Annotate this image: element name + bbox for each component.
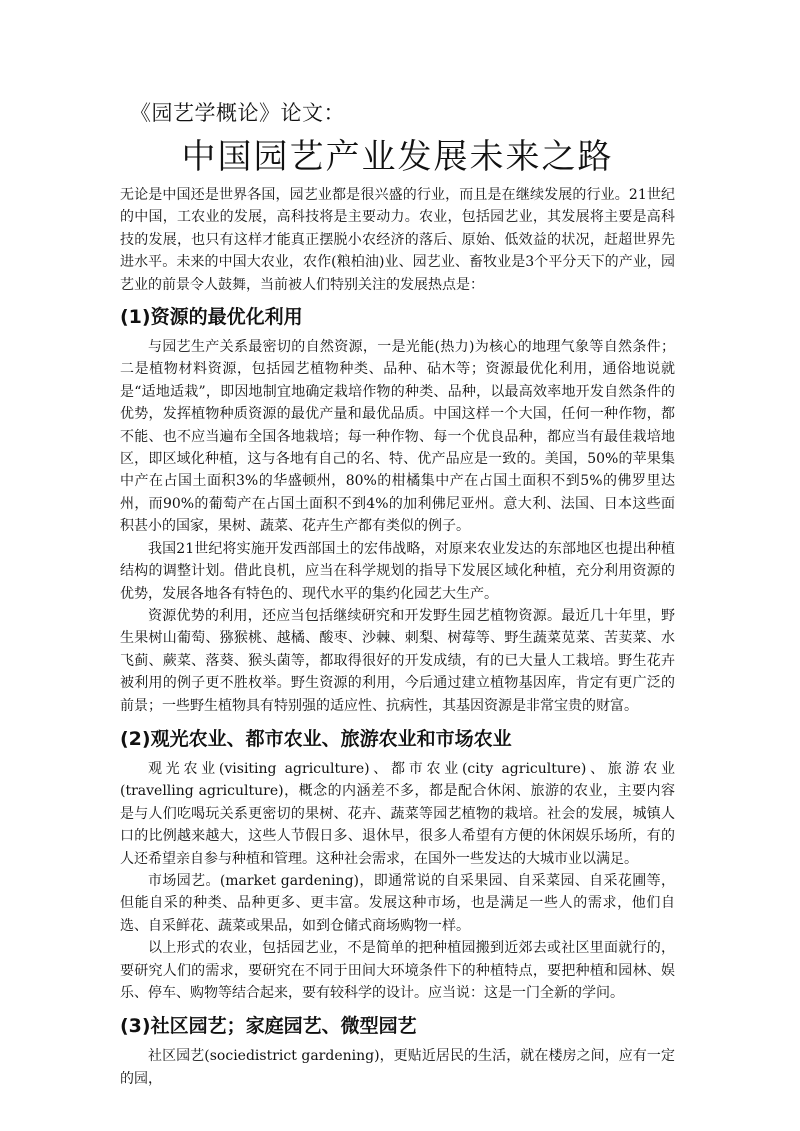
section-sightseeing-agriculture <box>120 726 675 1004</box>
body-paragraph: 我国21世纪将实施开发西部国土的宏伟战略，对原来农业发达的东部地区也提出种植结构的调整计划。借此良机，应当在科学规划的指导下发展区域化种植，充分利用资源的优势，发展各地各有特色的、现代水平的集约化园艺大生产。 <box>120 540 675 602</box>
body-paragraph: 与园艺生产关系最密切的自然资源，一是光能(热力)为核心的地理气象等自然条件；二是植物材料资源，包括园艺植物种类、品种、砧木等；资源最优化利用，通俗地说就是“适地适栽”，即因地制宜地确定栽培作物的种类、品种，以最高效率地开发自然条件的优势，发挥植物种质资源的最优产量和最优品质。中国这样一个大国，任何一种作物，都不能、也不应当遍布全国各地栽培；每一种作物、每一个优良品种，都应当有最佳栽培地区，即区域化种植，这与各地有自己的名、特、优产品应是一致的。美国，50%的苹果集中产在占国土面积3%的华盛顿州，80%的柑橘集中产在占国土面积不到5%的佛罗里达州，而90%的葡萄产在占国土面积不到4%的加利佛尼亚州。意大利、法国、日本这些面积甚小的国家，果树、蔬菜、花卉生产都有类似的例子。 <box>120 339 675 535</box>
document-title: 中国园艺产业发展未来之路 <box>181 137 614 177</box>
body-paragraph: 观光农业(visiting agriculture)、都市农业(city agriculture)、旅游农业(travelling agriculture)，概念的内涵差不多，都是配合休闲、旅游的农业，主要内容是与人们吃喝玩关系更密切的果树、花卉、蔬菜等园艺植物的栽培。社会的发展，城镇人口的比例越来越大，这些人节假日多、退休早，很多人希望有方便的休闲娱乐场所，有的人还希望亲自参与种植和管理。这种社会需求，在国外一些发达的大城市业以满足。 <box>120 760 675 867</box>
body-paragraph: 资源优势的利用，还应当包括继续研究和开发野生园艺植物资源。最近几十年里，野生果树山葡萄、猕猴桃、越橘、酸枣、沙棘、刺梨、树莓等、野生蔬菜苋菜、苦荬菜、水飞蓟、蕨菜、落葵、猴头菌等，都取得很好的开发成绩，有的已大量人工栽培。野生花卉被利用的例子更不胜枚举。野生资源的利用，今后通过建立植物基因库，肯定有更广泛的前景；一些野生植物具有特别强的适应性、抗病性，其基因资源是非常宝贵的财富。 <box>120 607 675 714</box>
section-community-gardening <box>120 1013 675 1090</box>
body-paragraph: 以上形式的农业，包括园艺业，不是简单的把种植园搬到近郊去或社区里面就行的，要研究人们的需求，要研究在不同于田间大环境条件下的种植特点，要把种植和园林、娱乐、停车、购物等结合起来，要有较科学的设计。应当说：这是一门全新的学问。 <box>120 940 675 1001</box>
body-paragraph: 社区园艺(sociedistrict gardening)，更贴近居民的生活，就在楼房之间，应有一定的园， <box>120 1048 675 1087</box>
section-resource-optimization <box>120 304 675 717</box>
section-heading: (3)社区园艺；家庭园艺、微型园艺 <box>120 1015 417 1038</box>
intro-paragraph: 无论是中国还是世界各国，园艺业都是很兴盛的行业，而且是在继续发展的行业。21世纪的中国，工农业的发展，高科技将是主要动力。农业，包括园艺业，其发展将主要是高科技的发展，也只有这样才能真正摆脱小农经济的落后、原始、低效益的状况，赶超世界先进水平。未来的中国大农业，农作(粮柏油)业、园艺业、畜牧业是3个平分天下的产业，园艺业的前景令人鼓舞，当前被人们特别关注的发展热点是： <box>120 187 675 293</box>
section-heading: (2)观光农业、都市农业、旅游农业和市场农业 <box>120 727 512 750</box>
body-paragraph: 市场园艺。(market gardening)，即通常说的自采果园、自采菜园、自采花圃等，但能自采的种类、品种更多、更丰富。发展这种市场，也是满足一些人的需求，他们自选、自采鲜花、蔬菜或果品，如到仓储式商场购物一样。 <box>120 872 675 934</box>
document-subtitle: 《园艺学概论》论文： <box>130 101 345 125</box>
section-heading: (1)资源的最优化利用 <box>120 306 303 329</box>
